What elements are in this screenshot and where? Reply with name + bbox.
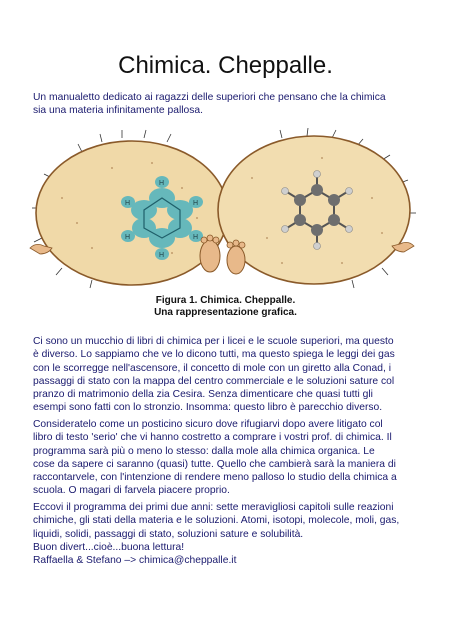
paragraph-line: esempi sono fatti con lo stronzio. Insomma: questo libro è parecchio diverso. — [33, 402, 383, 414]
paragraph-intro-books — [33, 335, 425, 415]
h-label: H — [125, 234, 131, 241]
paragraph-line: raccontarvele, con l'intenzione di rendere meno palloso lo studio della chimica a — [33, 472, 397, 484]
feet — [200, 235, 245, 274]
intro-line: Un manualetto dedicato ai ragazzi delle superiori che pensano che la chimica — [33, 92, 386, 103]
right-ball — [218, 136, 410, 284]
paragraph-line: Buon divert...cioè...buona lettura! — [33, 541, 185, 553]
paragraph-line: cose da sapere ci saranno (quasi) tutte. Quello che cambierà sarà la maniera di — [33, 458, 396, 470]
intro-line: sia una materia infinitamente pallosa. — [33, 105, 203, 116]
intro-text — [33, 91, 423, 117]
caption-line: Figura 1. Chimica. Cheppalle. — [155, 295, 296, 306]
paragraph-line: Raffaella & Stefano –> chimica@cheppalle.it — [33, 555, 237, 567]
figure-caption — [0, 295, 451, 319]
h-label: H — [125, 200, 131, 207]
paragraph-line: con le scorregge nell'ascensore, il concetto di mole con un giretto alla Conad, i — [33, 362, 391, 374]
h-label: H — [193, 200, 199, 207]
page-title: Chimica. Cheppalle. — [118, 52, 333, 79]
paragraph-line: liquidi, solidi, passaggi di stato, soluzioni sature e solubilità. — [33, 528, 304, 540]
caption-line: Una rappresentazione grafica. — [154, 307, 297, 318]
paragraph-line: libro di testo 'serio' che vi hanno costretto a comprare i vostri prof. di chimica. Il — [33, 432, 392, 444]
paragraph-line: Ci sono un mucchio di libri di chimica per i licei e le scuole superiori, ma questo — [33, 336, 394, 347]
paragraph-line: passaggi di stato con la mappa del centro commerciale e le soluzioni sature col — [33, 375, 395, 387]
h-label: H — [159, 252, 165, 259]
paragraph-line: pranzo di matrimonio della zia Cesira. Senza dimenticare che quasi tutti gli — [33, 389, 373, 401]
h-label: H — [159, 180, 165, 187]
paragraph-line: è diverso. Lo sappiamo che ve lo dicono tutti, ma questo spiega le leggi dei gas — [33, 349, 395, 361]
paragraph-line: scuola. O magari di farvela piacere proprio. — [33, 485, 230, 497]
figure-illustration — [22, 128, 430, 290]
h-label: H — [193, 234, 199, 241]
paragraph-line: chimiche, gli stati della materia e le soluzioni. Atomi, isotopi, molecole, moli, gas, — [33, 515, 400, 527]
paragraph-line: Eccovi il programma dei primi due anni: sette meravigliosi capitoli sulle reazioni — [33, 502, 394, 513]
paragraph-line: Consideratelo come un posticino sicuro dove rifugiarvi dopo avere litigato col — [33, 419, 383, 430]
paragraph-program — [33, 501, 425, 567]
paragraph-refuge — [33, 418, 425, 498]
paragraph-line: programma sarà più o meno lo stesso: dalla mole alla chimica organica. Le — [33, 445, 375, 457]
